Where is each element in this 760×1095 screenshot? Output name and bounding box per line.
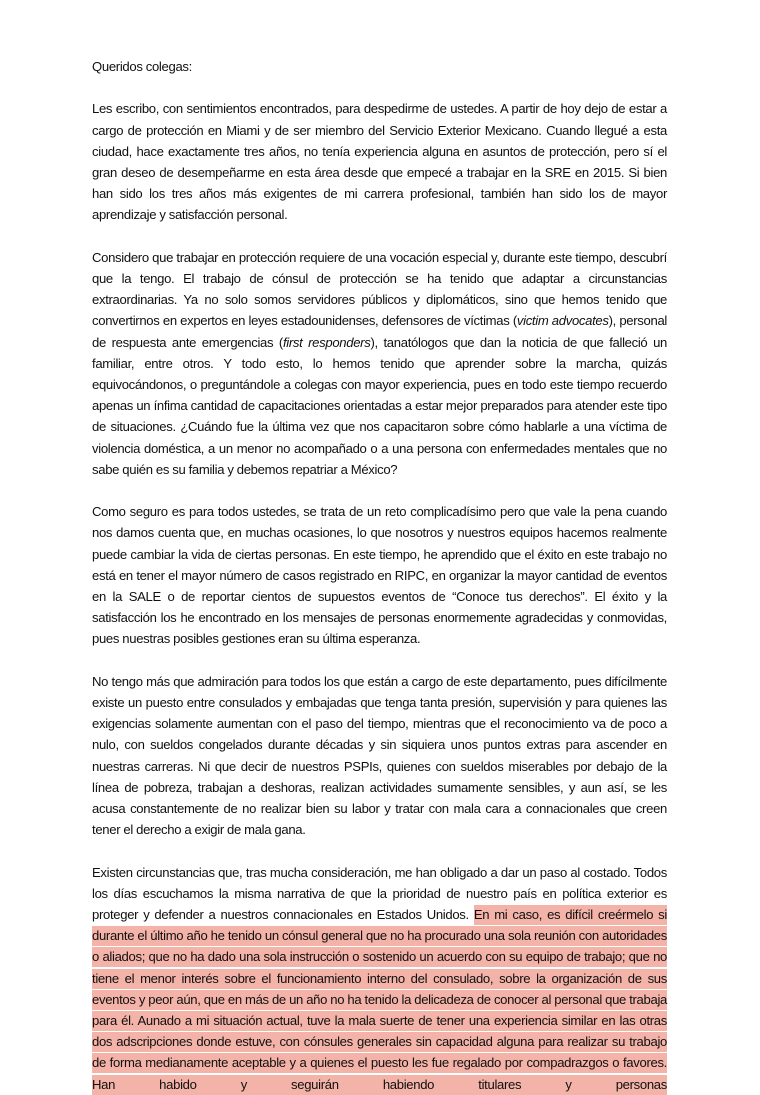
paragraph-5 xyxy=(92,862,667,1095)
paragraph-5-plain-text: Existen circunstancias que, tras mucha consideración, me han obligado a dar un paso al costado. Todos los días escuchamos la misma narrativa de que la prioridad de nuestro país en política exterior es proteger y defender a nuestros connacionales en Estados Unidos. xyxy=(92,864,667,923)
paragraph-1: Les escribo, con sentimientos encontrados, para despedirme de ustedes. A partir de hoy dejo de estar a cargo de protección en Miami y de ser miembro del Servicio Exterior Mexicano. Cuando llegué a esta ciudad, hace exactamente tres años, no tenía experiencia alguna en asuntos de protección, pero sí el gran deseo de desempeñarme en esta área desde que empecé a trabajar en la SRE en 2015. Si bien han sido los tres años más exigentes de mi carrera profesional, también han sido los de mayor aprendizaje y satisfacción personal. xyxy=(92,101,667,223)
paragraph-4: No tengo más que admiración para todos los que están a cargo de este departamento, pues difícilmente existe un puesto entre consulados y embajadas que tenga tanta presión, supervisión y para quienes las exigencias solamente aumentan con el paso del tiempo, mientras que el reconocimiento va de poco a nulo, con sueldos congelados durante décadas y sin siquiera unos puntos extras para ascender en nuestras carreras. Ni que decir de nuestros PSPIs, quienes con sueldos miserables por debajo de la línea de pobreza, trabajan a deshoras, realizan actividades sumamente sensibles, y aun así, se les acusa constantemente de no realizar bien su labor y tratar con mala cara a connacionales que creen tener el derecho a exigir de mala gana. xyxy=(92,673,667,838)
paragraph-2-part-c: ), tanatólogos que dan la noticia de que falleció un familiar, entre otros. Y todo esto, lo hemos tenido que aprender sobre la marcha, quizás equivocándonos, o preguntándole a colegas con mayor experiencia, pues en todo este tiempo recuerdo apenas un ínfima cantidad de capacitaciones orientadas a estar mejor preparados para atender este tipo de situaciones. ¿Cuándo fue la última vez que nos capacitaron sobre cómo hablarle a una víctima de violencia doméstica, a un menor no acompañado o a una persona con enfermedades mentales que no sabe quién es su familia y debemos repatriar a México? xyxy=(92,334,668,477)
italic-term-first-responders: first responders xyxy=(282,334,371,350)
document-body xyxy=(92,56,667,1095)
paragraph-2 xyxy=(92,247,667,480)
paragraph-2-part-b: ), personal de respuesta ante emergencias ( xyxy=(92,313,668,350)
paragraph-2-part-a: Considero que trabajar en protección requiere de una vocación especial y, durante este tiempo, descubrí que la tengo. El trabajo de cónsul de protección se ha tenido que adaptar a circunstancias extraordinarias. Ya no solo somos servidores públicos y diplomáticos, sino que hemos tenido que convertirnos en expertos en leyes estadounidenses, defensores de víctimas ( xyxy=(92,249,667,329)
highlighted-passage: En mi caso, es difícil creérmelo si durante el último año he tenido un cónsul general que no ha procurado una sola reunión con autoridades o aliados; que no ha dado una sola instrucción o sostenido un acuerdo con su equipo de trabajo; que no tiene el menor interés sobre el funcionamiento interno del consulado, sobre la organización de sus eventos y peor aún, que en más de un año no ha tenido la delicadeza de conocer al personal que trabaja para él. Aunado a mi situación actual, tuve la mala suerte de tener una experiencia similar en las otras dos adscripciones donde estuve, con cónsules generales sin capacidad alguna para realizar su trabajo de forma medianamente aceptable y a quienes el puesto les fue regalado por compadrazgos o favores. Han habido y seguirán habiendo titulares y personas xyxy=(92,905,667,1095)
paragraph-3: Como seguro es para todos ustedes, se trata de un reto complicadísimo pero que vale la pena cuando nos damos cuenta que, en muchas ocasiones, lo que nosotros y nuestros equipos hacemos realmente puede cambiar la vida de ciertas personas. En este tiempo, he aprendido que el éxito en este trabajo no está en tener el mayor número de casos registrado en RIPC, en organizar la mayor cantidad de eventos en la SALE o de reportar cientos de supuestos eventos de “Conoce tus derechos”. El éxito y la satisfacción los he encontrado en los mensajes de personas enormemente agradecidas y conmovidas, pues nuestras posibles gestiones eran su última esperanza. xyxy=(92,504,667,647)
italic-term-victim-advocates: victim advocates xyxy=(516,313,609,329)
greeting-line: Queridos colegas: xyxy=(92,59,192,74)
